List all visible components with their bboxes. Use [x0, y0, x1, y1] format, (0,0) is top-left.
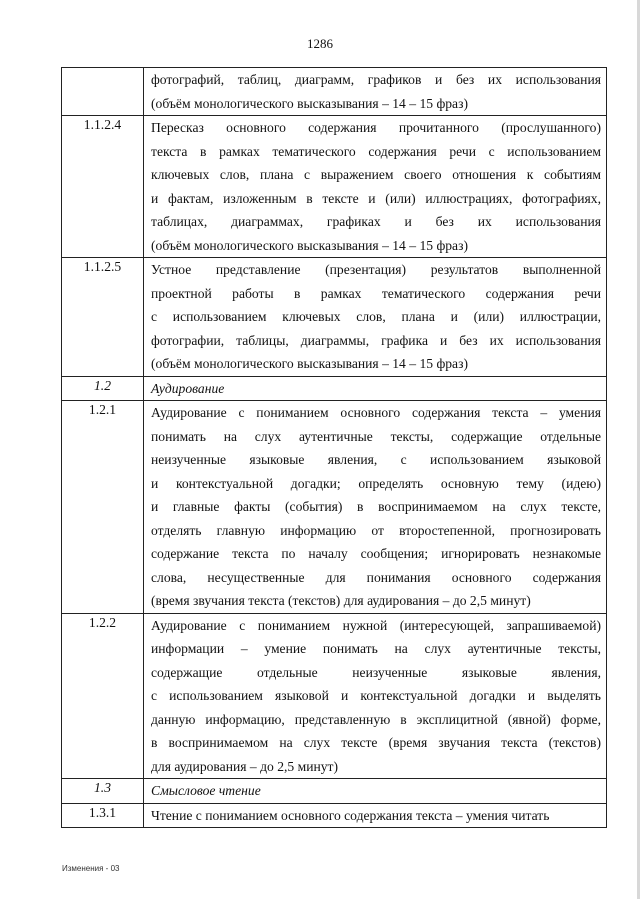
- text-line: проектной работы в рамках тематического содержания речи: [151, 285, 601, 301]
- text-line: с использованием языковой и контекстуальной догадки и выделять: [151, 688, 601, 703]
- text-line: содержание текста по началу сообщения; игнорировать незнакомые: [151, 546, 601, 561]
- row-content: [144, 401, 607, 614]
- text-line: Аудирование с пониманием основного содержания текста – умения: [151, 405, 601, 420]
- row-content: [144, 613, 607, 779]
- text-line: понимать на слух аутентичные тексты, содержащие отдельные: [151, 428, 601, 444]
- table-row: [62, 68, 607, 116]
- table-row: [62, 258, 607, 377]
- row-code: 1.2.1: [62, 401, 144, 614]
- text-line: таблицах, диаграммах, графиках и без их использования: [151, 214, 601, 229]
- text-line: с использованием ключевых слов, плана и (или) иллюстрации,: [151, 309, 601, 324]
- text-line: Чтение с пониманием основного содержания текста – умения читать: [151, 807, 550, 823]
- page-number: 1286: [307, 36, 333, 51]
- text-line: данную информацию, представленную в эксплицитной (явной) форме,: [151, 711, 601, 727]
- table-row: [62, 401, 607, 614]
- table-row: [62, 803, 607, 828]
- text-line: (объём монологического высказывания – 14 – 15 фраз): [151, 356, 468, 371]
- text-line: для аудирования – до 2,5 минут): [151, 758, 339, 774]
- row-content: [144, 376, 607, 401]
- row-code: 1.2.2: [62, 613, 144, 779]
- row-content: [144, 68, 607, 116]
- text-line: (объём монологического высказывания – 14 – 15 фраз): [151, 237, 468, 253]
- text-line: (время звучания текста (текстов) для аудирования – до 2,5 минут): [151, 593, 531, 608]
- table-row: [62, 613, 607, 779]
- row-code: 1.3.1: [62, 803, 144, 828]
- footer-revision-note: Изменения - 03: [62, 864, 120, 873]
- row-code: [62, 68, 144, 116]
- table-body: [62, 68, 607, 828]
- text-line: и контекстуальной догадки; определять основную тему (идею): [151, 475, 601, 491]
- row-content: [144, 258, 607, 377]
- text-line: Аудирование: [151, 380, 225, 396]
- row-code: 1.1.2.4: [62, 116, 144, 258]
- row-content: [144, 803, 607, 828]
- row-content: [144, 116, 607, 258]
- text-line: и фактам, изложенным в тексте и (или) иллюстрациях, фотографиях,: [151, 190, 601, 206]
- text-line: слова, несущественные для понимания основного содержания: [151, 569, 601, 585]
- text-line: содержащие отдельные неизученные языковые явления,: [151, 664, 601, 680]
- text-line: Пересказ основного содержания прочитанного (прослушанного): [151, 120, 601, 135]
- text-line: Устное представление (презентация) результатов выполненной: [151, 262, 601, 277]
- text-line: информации – умение понимать на слух аутентичные тексты,: [151, 641, 601, 656]
- text-line: ключевых слов, плана с выражением своего отношения к событиям: [151, 167, 601, 182]
- table-row: [62, 376, 607, 401]
- row-code: 1.2: [62, 376, 144, 401]
- text-line: текста в рамках тематического содержания речи с использованием: [151, 143, 601, 159]
- text-line: неизученные языковые явления, с использованием языковой: [151, 452, 601, 467]
- content-table: [61, 67, 607, 828]
- table-row: [62, 779, 607, 804]
- text-line: фотографии, таблицы, диаграммы, графика и без их использования: [151, 332, 601, 348]
- text-line: и главные факты (события) в воспринимаемом на слух тексте,: [151, 499, 601, 514]
- row-code: 1.1.2.5: [62, 258, 144, 377]
- text-line: в воспринимаемом на слух тексте (время звучания текста (текстов): [151, 735, 601, 750]
- text-line: Аудирование с пониманием нужной (интересующей, запрашиваемой): [151, 617, 601, 633]
- text-line: фотографий, таблиц, диаграмм, графиков и без их использования: [151, 72, 601, 87]
- table-row: [62, 116, 607, 258]
- text-line: отделять главную информацию от второстепенной, прогнозировать: [151, 522, 601, 538]
- row-code: 1.3: [62, 779, 144, 804]
- text-line: Смысловое чтение: [151, 783, 261, 798]
- text-line: (объём монологического высказывания – 14 – 15 фраз): [151, 95, 468, 111]
- row-content: [144, 779, 607, 804]
